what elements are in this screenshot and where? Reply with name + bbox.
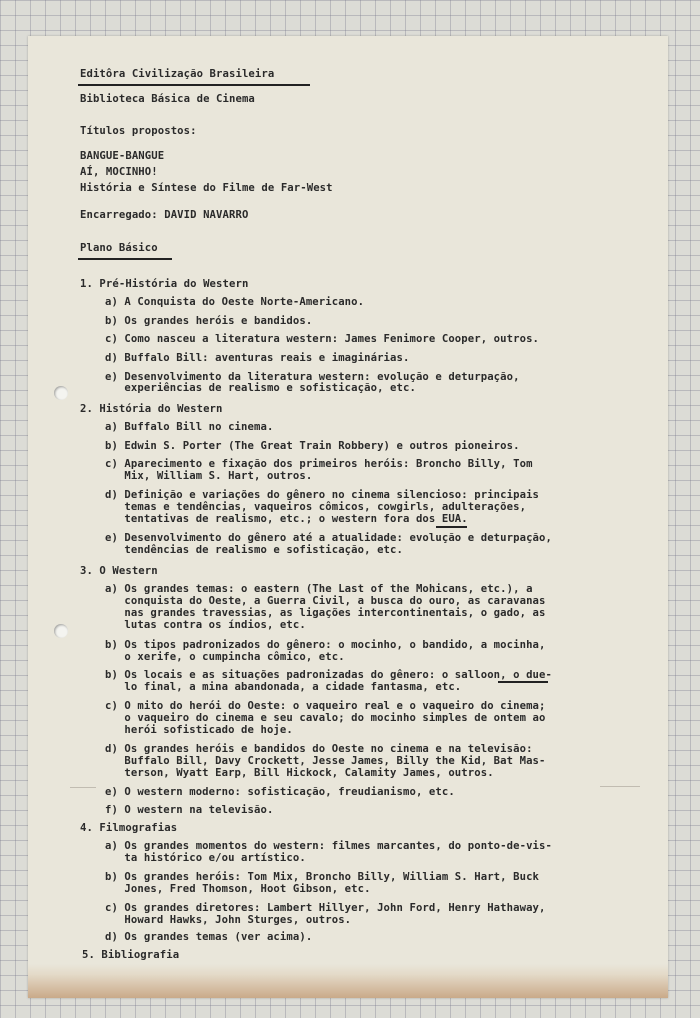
outline-item: f) O western na televisão. xyxy=(105,804,274,816)
outline-item: d) Os grandes heróis e bandidos do Oeste no cinema e na televisão: xyxy=(105,743,533,755)
paper-stain xyxy=(28,964,668,998)
publisher-name: Editôra Civilização Brasileira xyxy=(80,68,275,80)
outline-item: e) Desenvolvimento do gênero até a atualidade: evolução e deturpação, xyxy=(105,532,552,544)
outline-item-continued: ta histórico e/ou artístico. xyxy=(105,852,306,864)
outline-item: d) Os grandes temas (ver acima). xyxy=(105,931,313,943)
proposed-title: AÍ, MOCINHO! xyxy=(80,166,158,178)
outline-item: b) Os locais e as situações padronizadas do gênero: o salloon, o due- xyxy=(105,669,552,681)
section-title: 3. O Western xyxy=(80,565,158,577)
outline-item-continued: lo final, a mina abandonada, a cidade fantasma, etc. xyxy=(105,681,462,693)
outline-item: d) Definição e variações do gênero no cinema silencioso: principais xyxy=(105,489,540,501)
typewritten-sheet xyxy=(28,36,668,998)
outline-item: e) Desenvolvimento da literatura western: evolução e deturpação, xyxy=(105,371,520,383)
outline-item: d) Buffalo Bill: aventuras reais e imaginárias. xyxy=(105,352,410,364)
outline-item: b) Os grandes heróis: Tom Mix, Broncho Billy, William S. Hart, Buck xyxy=(105,871,540,883)
outline-item-continued: terson, Wyatt Earp, Bill Hickock, Calamity James, outros. xyxy=(105,767,494,779)
outline-item: e) O western moderno: sofisticação, freudianismo, etc. xyxy=(105,786,455,798)
outline-item: a) A Conquista do Oeste Norte-Americano. xyxy=(105,296,365,308)
outline-item: b) Os grandes heróis e bandidos. xyxy=(105,315,313,327)
salloon-underline xyxy=(498,681,548,683)
outline-item-continued: conquista do Oeste, a Guerra Civil, a busca do ouro, as caravanas xyxy=(105,595,546,607)
publisher-underline xyxy=(78,84,310,86)
outline-item: a) Buffalo Bill no cinema. xyxy=(105,421,274,433)
fold-mark xyxy=(600,786,640,787)
outline-item-continued: temas e tendências, vaqueiros cômicos, cowgirls, adulterações, xyxy=(105,501,527,513)
outline-item-continued: Buffalo Bill, Davy Crockett, Jesse James, Billy the Kid, Bat Mas- xyxy=(105,755,546,767)
outline-item: a) Os grandes temas: o eastern (The Last of the Mohicans, etc.), a xyxy=(105,583,533,595)
series-name: Biblioteca Básica de Cinema xyxy=(80,93,255,105)
outline-item: c) O mito do herói do Oeste: o vaqueiro real e o vaqueiro do cinema; xyxy=(105,700,546,712)
outline-item-continued: lutas contra os índios, etc. xyxy=(105,619,306,631)
plan-heading: Plano Básico xyxy=(80,242,158,254)
proposed-titles-label: Títulos propostos: xyxy=(80,125,197,137)
outline-item-continued: Mix, William S. Hart, outros. xyxy=(105,470,313,482)
outline-item-continued: nas grandes travessias, as ligações intercontinentais, o gado, as xyxy=(105,607,546,619)
outline-item: b) Edwin S. Porter (The Great Train Robbery) e outros pioneiros. xyxy=(105,440,520,452)
plan-heading-underline xyxy=(78,258,172,260)
outline-item-continued: o xerife, o cumpincha cômico, etc. xyxy=(105,651,345,663)
punch-hole xyxy=(54,386,68,400)
outline-item: c) Como nasceu a literatura western: James Fenimore Cooper, outros. xyxy=(105,333,540,345)
fora-underline xyxy=(436,526,467,528)
outline-item: b) Os tipos padronizados do gênero: o mocinho, o bandido, a mocinha, xyxy=(105,639,546,651)
section-title: 4. Filmografias xyxy=(80,822,178,834)
fold-mark xyxy=(70,787,96,788)
in-charge-line: Encarregado: DAVID NAVARRO xyxy=(80,209,249,221)
outline-item: a) Os grandes momentos do western: filmes marcantes, do ponto-de-vis- xyxy=(105,840,552,852)
section-title: 1. Pré-História do Western xyxy=(80,278,249,290)
proposed-title: História e Síntese do Filme de Far-West xyxy=(80,182,333,194)
outline-item: c) Aparecimento e fixação dos primeiros heróis: Broncho Billy, Tom xyxy=(105,458,533,470)
outline-item-continued: o vaqueiro do cinema e seu cavalo; do mocinho simples de ontem ao xyxy=(105,712,546,724)
punch-hole xyxy=(54,624,68,638)
section-title: 5. Bibliografia xyxy=(82,949,180,961)
outline-item-continued: herói sofisticado de hoje. xyxy=(105,724,293,736)
outline-item: c) Os grandes diretores: Lambert Hillyer, John Ford, Henry Hathaway, xyxy=(105,902,546,914)
proposed-title: BANGUE-BANGUE xyxy=(80,150,165,162)
outline-item-continued: experiências de realismo e sofisticação, etc. xyxy=(105,382,416,394)
outline-item-continued: tendências de realismo e sofisticação, etc. xyxy=(105,544,403,556)
outline-item-continued: Howard Hawks, John Sturges, outros. xyxy=(105,914,352,926)
section-title: 2. História do Western xyxy=(80,403,223,415)
outline-item-continued: Jones, Fred Thomson, Hoot Gibson, etc. xyxy=(105,883,371,895)
outline-item-continued: tentativas de realismo, etc.; o western fora dos EUA. xyxy=(105,513,468,525)
